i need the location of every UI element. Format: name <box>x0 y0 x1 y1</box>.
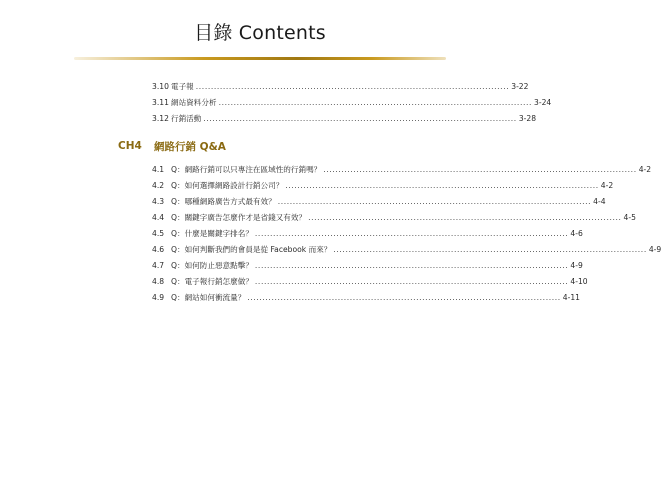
toc-entry[interactable] <box>152 273 588 287</box>
entry-title: Q：如何選擇網路設計行銷公司？ <box>171 181 284 190</box>
entry-page: 4-2 <box>600 181 614 190</box>
toc-entry[interactable] <box>152 193 606 207</box>
entry-page: 3-24 <box>534 98 552 107</box>
entry-title: Q：網站如何衝流量？ <box>171 293 246 302</box>
entry-number: 4.8 <box>152 277 165 286</box>
toc-entry[interactable] <box>152 177 614 191</box>
chapter-title: 網路行銷 Q&A <box>154 140 226 153</box>
entry-title: Q：如何判斷我們的會員是從 Facebook 而來？ <box>171 245 332 254</box>
toc-entry[interactable] <box>152 209 636 223</box>
entry-page: 3-22 <box>511 82 529 91</box>
entry-number: 3.11 <box>152 98 169 107</box>
dot-leader: ........................................................................................................ <box>254 277 569 286</box>
entry-number: 4.9 <box>152 293 165 302</box>
toc-entry[interactable] <box>152 241 661 255</box>
entry-page: 4-9 <box>648 245 661 254</box>
entry-title: Q：網路行銷可以只專注在區域性的行銷嗎？ <box>171 165 322 174</box>
entry-number: 4.5 <box>152 229 165 238</box>
entry-title: Q：什麼是關鍵字排名？ <box>171 229 253 238</box>
page-title: 目錄 Contents <box>194 22 326 44</box>
entry-number: 3.10 <box>152 82 169 91</box>
toc-entry[interactable] <box>152 94 552 108</box>
entry-title: 電子報 <box>171 82 194 91</box>
entry-title: Q：如何防止惡意點擊？ <box>171 261 253 270</box>
dot-leader: ........................................................................................................ <box>333 245 647 254</box>
dot-leader: ........................................................................................................ <box>203 114 517 123</box>
toc-entry[interactable] <box>152 225 583 239</box>
entry-page: 4-9 <box>570 261 583 270</box>
entry-title: Q：哪種網路廣告方式最有效？ <box>171 197 276 206</box>
entry-page: 4-5 <box>623 213 636 222</box>
dot-leader: ........................................................................................................ <box>247 293 561 302</box>
chapter-heading[interactable] <box>118 138 226 154</box>
gold-divider <box>74 57 446 60</box>
dot-leader: ........................................................................................................ <box>195 82 510 91</box>
toc-entry[interactable] <box>152 257 583 271</box>
toc-entry[interactable] <box>152 110 537 124</box>
entry-number: 4.4 <box>152 213 165 222</box>
dot-leader: ........................................................................................................ <box>254 261 569 270</box>
toc-entry[interactable] <box>152 78 529 92</box>
dot-leader: ........................................................................................................ <box>277 197 592 206</box>
entry-title: Q：關鍵字廣告怎麼作才是省錢又有效？ <box>171 213 307 222</box>
entry-page: 4-10 <box>570 277 588 286</box>
entry-number: 4.2 <box>152 181 165 190</box>
entry-page: 4-2 <box>638 165 652 174</box>
chapter-number: CH4 <box>118 140 142 152</box>
entry-title: 網站資料分析 <box>171 98 217 107</box>
entry-number: 3.12 <box>152 114 169 123</box>
dot-leader: ........................................................................................................ <box>285 181 599 190</box>
entry-page: 4-4 <box>593 197 606 206</box>
entry-page: 3-28 <box>518 114 537 123</box>
dot-leader: ........................................................................................................ <box>218 98 533 107</box>
dot-leader: ........................................................................................................ <box>308 213 622 222</box>
toc-entry[interactable] <box>152 289 581 303</box>
dot-leader: ........................................................................................................ <box>323 165 637 174</box>
entry-number: 4.7 <box>152 261 165 270</box>
entry-number: 4.1 <box>152 165 165 174</box>
toc-entry[interactable] <box>152 161 652 175</box>
entry-title: 行銷活動 <box>171 114 202 123</box>
entry-title: Q：電子報行銷怎麼做？ <box>171 277 253 286</box>
entry-page: 4-6 <box>570 229 583 238</box>
dot-leader: ........................................................................................................ <box>254 229 569 238</box>
entry-page: 4-11 <box>562 293 581 302</box>
entry-number: 4.6 <box>152 245 165 254</box>
entry-number: 4.3 <box>152 197 165 206</box>
